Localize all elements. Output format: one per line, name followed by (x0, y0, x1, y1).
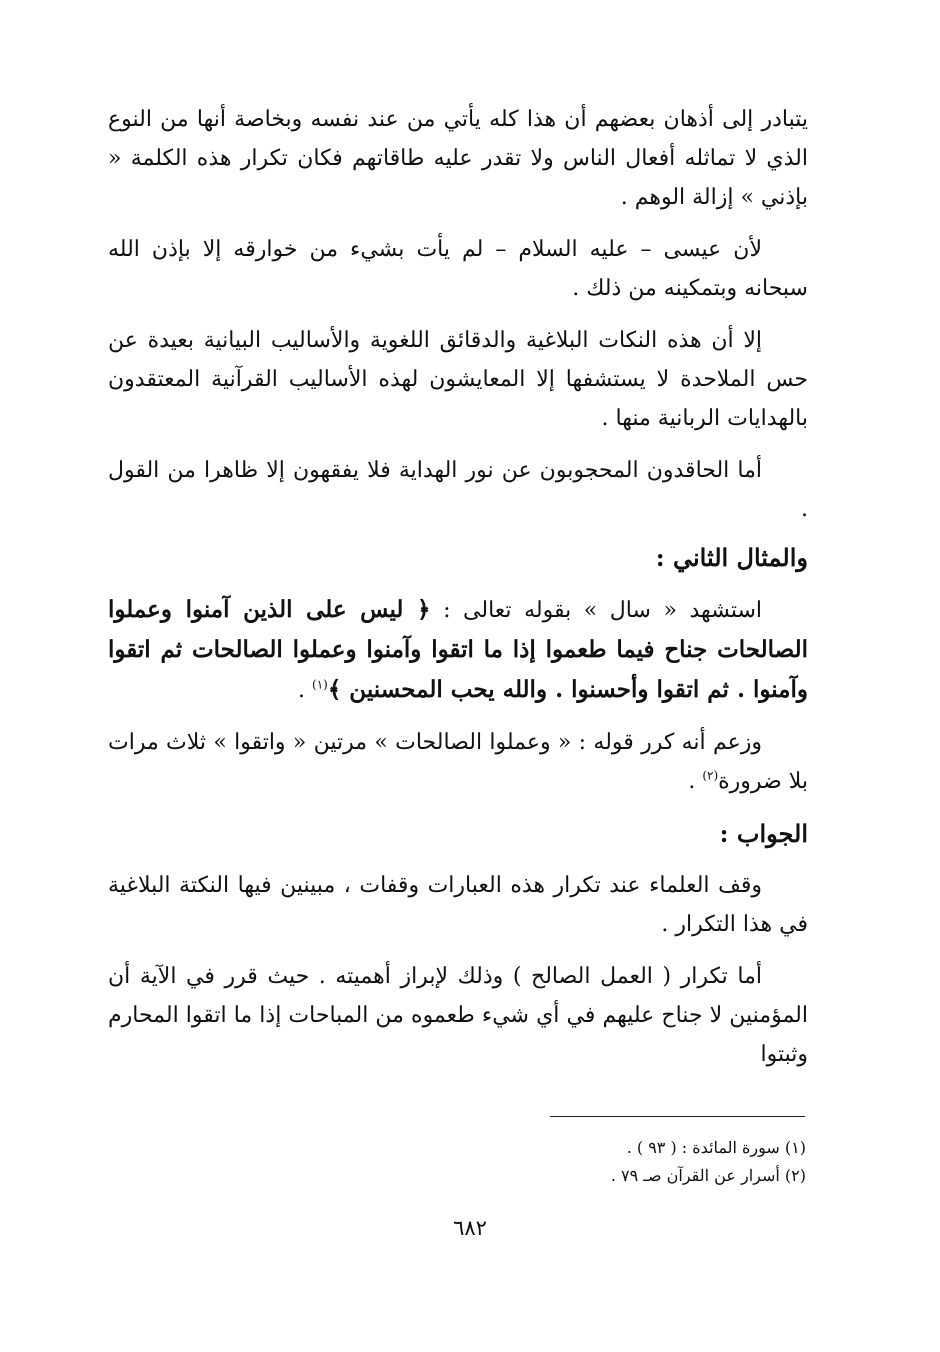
footnote-ref-1: (١) (312, 677, 328, 692)
claim-text: وزعم أنه كرر قوله : « وعملوا الصالحات » مرتين « واتقوا » ثلاث مرات بلا ضرورة (108, 730, 808, 794)
paragraph (108, 321, 808, 438)
citation-intro: استشهد « سال » بقوله تعالى : (443, 598, 763, 623)
footnote-separator (550, 1116, 805, 1117)
section-heading-example-2: والمثال الثاني : (655, 543, 808, 572)
claim-paragraph (108, 723, 808, 801)
paragraph (108, 957, 808, 1074)
paragraph-text: إلا أن هذه النكات البلاغية والدقائق اللغوية والأساليب البيانية بعيدة عن حس الملاحدة لا يستشفها إلا المعايشون لهذه الأساليب القرآنية المعتقدون بالهدايات الربانية منها . (108, 328, 808, 431)
paragraph-text: وقف العلماء عند تكرار هذه العبارات وقفات ، مبينين فيها النكتة البلاغية في هذا التكرار . (108, 873, 808, 937)
page-number: ٦٨٢ (453, 1216, 487, 1240)
paragraph-text: يتبادر إلى أذهان بعضهم أن هذا كله يأتي من عند نفسه وبخاصة أنها من النوع الذي لا تماثله أفعال الناس ولا تقدر عليه طاقاتهم فكان تكرار هذه الكلمة « بإذني » إزالة الوهم . (108, 107, 808, 210)
paragraph-text: أما الحاقدون المحجوبون عن نور الهداية فلا يفقهون إلا ظاهرا من القول . (108, 458, 808, 522)
paragraph-text: لأن عيسى – عليه السلام – لم يأت بشيء من خوارقه إلا بإذن الله سبحانه وبتمكينه من ذلك . (108, 237, 808, 301)
paragraph-text: أما تكرار ( العمل الصالح ) وذلك لإبراز أهميته . حيث قرر في الآية أن المؤمنين لا جناح عليهم في أي شيء طعموه من المباحات إذا ما اتقوا المحارم وثبتوا (108, 964, 808, 1067)
quran-citation-paragraph (108, 590, 808, 710)
verse-end: . (298, 678, 312, 703)
footnote-1: (١) سورة المائدة : ( ٩٣ ) . (626, 1138, 806, 1157)
paragraph (108, 100, 808, 217)
paragraph (108, 451, 808, 529)
section-heading-answer: الجواب : (719, 819, 808, 848)
footnotes (440, 1134, 806, 1190)
claim-end: . (688, 769, 703, 794)
paragraph (108, 866, 808, 944)
footnote-2: (٢) أسرار عن القرآن صـ ٧٩ . (610, 1166, 806, 1185)
quran-verse: ﴿ ليس على الذين آمنوا وعملوا الصالحات جناح فيما طعموا إذا ما اتقوا وآمنوا وعملوا الصالحات ثم اتقوا وآمنوا . ثم اتقوا وأحسنوا . والله يحب المحسنين ﴾ (108, 596, 808, 703)
footnote-ref-2: (٢) (702, 768, 719, 783)
paragraph (108, 230, 808, 308)
page-body (108, 100, 808, 1087)
